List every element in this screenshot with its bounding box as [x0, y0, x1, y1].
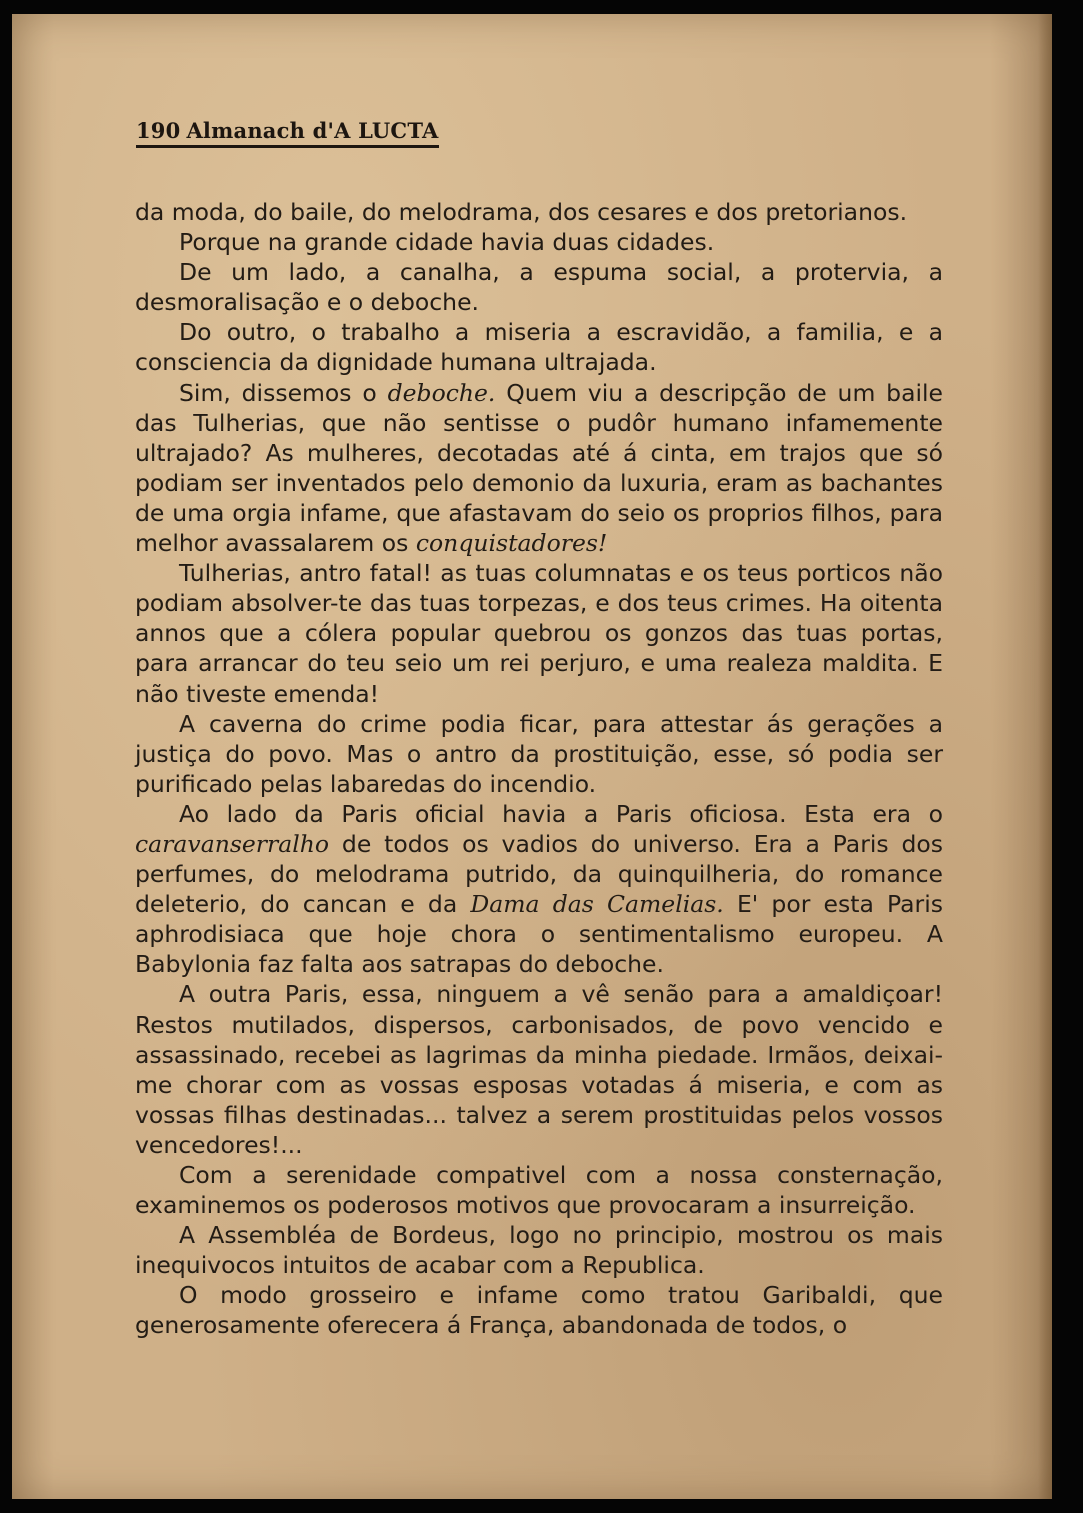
paragraph: Porque na grande cidade havia duas cidades. [179, 228, 715, 257]
paragraph: Tulherias, antro fatal! as tuas columnatas e os teus porticos não podiam absolver-te das tuas torpezas, e dos teus crimes. Ha oitenta annos que a cólera popular quebrou os gonzos das tuas portas, para arrancar do teu seio um rei perjuro, e uma realeza maldita. E não tiveste emenda! [135, 559, 943, 708]
italic-term: conquistadores! [415, 529, 608, 558]
paragraph: De um lado, a canalha, a espuma social, a protervia, a desmoralisação e o deboche. [135, 258, 943, 317]
paragraph: Do outro, o trabalho a miseria a escravidão, a familia, e a consciencia da dignidade humana ultrajada. [135, 318, 943, 377]
page-number: 190 [136, 118, 181, 143]
paragraph: A outra Paris, essa, ninguem a vê senão para a amaldiçoar! Restos mutilados, dispersos, carbonisados, de povo vencido e assassinado, recebei as lagrimas da minha piedade. Irmãos, deixai-me chorar com as vossas esposas votadas á miseria, e com as vossas filhas destinadas... talvez a serem prostituidas pelos vossos vencedores!... [135, 980, 943, 1159]
book-page [12, 14, 1052, 1499]
paragraph: A caverna do crime podia ficar, para attestar ás gerações a justiça do povo. Mas o antro da prostituição, esse, só podia ser purificado pelas labaredas do incendio. [135, 709, 943, 798]
page-edge-shadow [1038, 14, 1052, 1499]
paragraph: Ao lado da Paris oficial havia a Paris oficiosa. Esta era o caravanserralho de todos os vadios do universo. Era a Paris dos perfumes, do melodrama putrido, da quinquilheria, do romance deleterio, do cancan e da Dama das Camelias. E' por esta Paris aphrodisiaca que hoje chora o sentimentalismo europeu. A Babylonia faz falta aos satrapas do deboche. [135, 799, 943, 979]
italic-term: deboche. [387, 378, 496, 407]
body-text [135, 197, 943, 1341]
italic-term: caravanserralho [135, 829, 330, 858]
paragraph: O modo grosseiro e infame como tratou Garibaldi, que generosamente oferecera á França, abandonada de todos, o [135, 1281, 943, 1340]
running-header [136, 118, 439, 148]
paragraph: Sim, dissemos o deboche. Quem viu a descripção de um baile das Tulherias, que não sentisse o pudôr humano infamemente ultrajado? As mulheres, decotadas até á cinta, em trajos que só podiam ser inventados pelo demonio da luxuria, eram as bachantes de uma orgia infame, que afastavam do seio os proprios filhos, para melhor avassalarem os conquistadores! [135, 378, 944, 558]
header-title: Almanach d'A LUCTA [186, 118, 439, 143]
italic-term: Dama das Camelias. [470, 890, 724, 919]
paragraph: Com a serenidade compativel com a nossa consternação, examinemos os poderosos motivos que provocaram a insurreição. [135, 1161, 943, 1220]
paragraph: A Assembléa de Bordeus, logo no principio, mostrou os mais inequivocos intuitos de acabar com a Republica. [135, 1221, 943, 1280]
paragraph: da moda, do baile, do melodrama, dos cesares e dos pretorianos. [135, 198, 908, 226]
